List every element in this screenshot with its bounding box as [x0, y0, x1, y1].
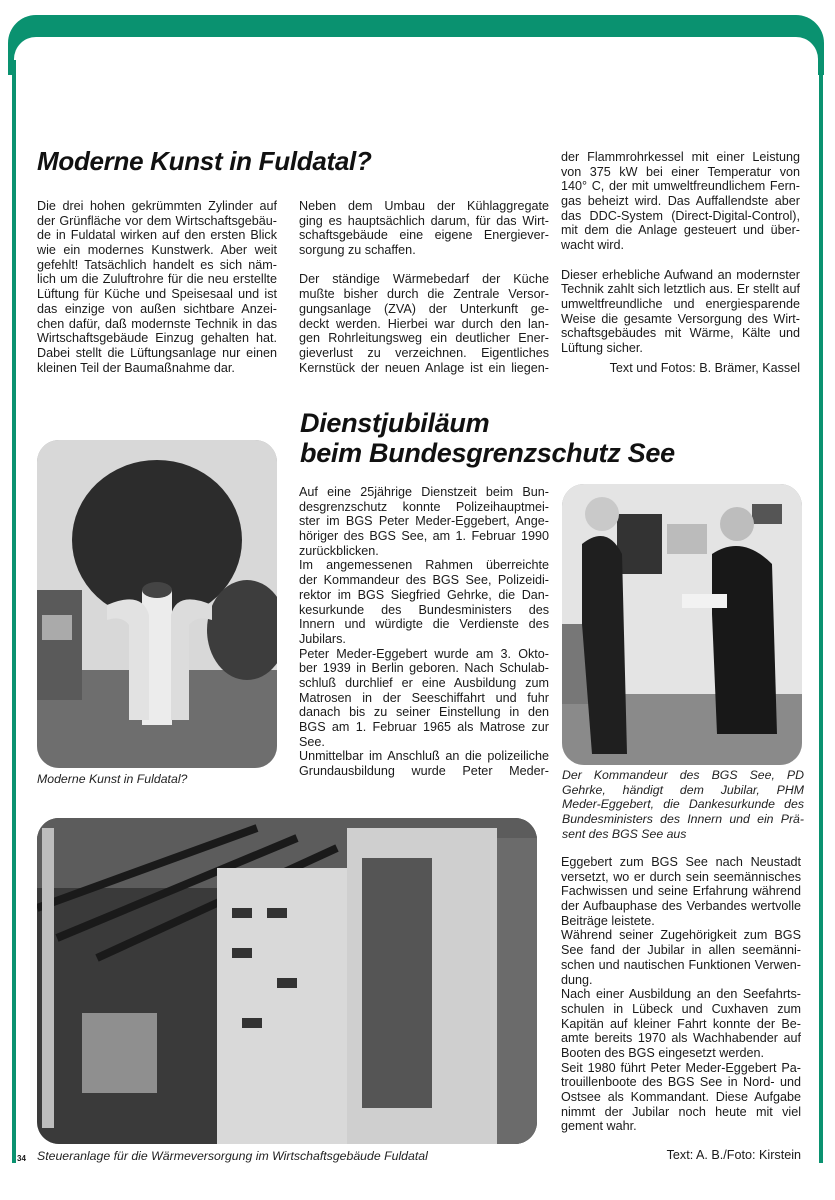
paragraph [299, 749, 549, 778]
caption-line: Meder-Eggebert, die Dankesurkunde des [562, 797, 804, 812]
article1-col1 [37, 199, 277, 375]
text-line: Jubilars. [299, 631, 346, 646]
paragraph [299, 485, 549, 558]
text-line: schulen in Lübeck und Cuxhaven zum [561, 1001, 801, 1016]
text-line: schaftsgebäude eine eigene Energiever- [299, 228, 549, 243]
text-line: Dieser erhebliche Aufwand an modernster [561, 267, 800, 282]
text-line: Technik zahlt sich letztlich aus. Er stellt auf [561, 282, 800, 297]
text-line: dung. [561, 972, 593, 987]
photo-control-system [37, 818, 537, 1144]
text-line: 140° C, der mit umweltfreundlichem Fern- [561, 179, 800, 194]
text-line: zurückblicken. [299, 543, 379, 558]
text-line: ber 1939 in Berlin geboren. Nach Schulab- [299, 661, 549, 676]
text-line: kesurkunde des Bundesministers des [299, 602, 549, 617]
text-line: Booten des BGS eingesetzt werden. [561, 1045, 765, 1060]
text-line: Während seiner Zugehörigkeit zum BGS [561, 928, 801, 943]
text-line: Im angemessenen Rahmen überreichte [299, 558, 549, 573]
text-line: desgrenzschutz konnte Polizeihauptmei- [299, 499, 549, 514]
article2-headline [300, 408, 675, 468]
text-line: schaftsgebäudes mit Wärme, Kälte und [561, 326, 800, 341]
text-line: chen dafür, daß modernste Technik in das [37, 316, 277, 331]
text-line: Kapitän auf kleiner Fahrt konnte der Be- [561, 1016, 801, 1031]
text-line: der Aufbauphase des Verbandes wertvolle [561, 899, 801, 914]
text-line: der Flammrohrkessel mit einer Leistung [561, 150, 800, 164]
text-line: gas beheizt wird. Das Auffallendste aber [561, 194, 800, 209]
text-line: der Kommandeur des BGS See, Polizeidi- [299, 573, 549, 588]
text-line: amte bereits 1970 als Wachhabender auf [561, 1031, 801, 1046]
paragraph-gap [299, 258, 549, 273]
caption-line: Gehrke, händigt dem Jubilar, PHM [562, 782, 804, 797]
text-line: gement wahr. [561, 1119, 637, 1134]
text-line: Fachwissen und seine Erfahrung während [561, 884, 801, 899]
text-line: von 375 kW bei einer Temperatur von [561, 164, 800, 179]
text-line: gefehlt! Tatsächlich handelt es sich näm- [37, 257, 277, 272]
text-line: trouillenboote des BGS See in Nord- und [561, 1075, 801, 1090]
text-line: gieverlust zu verzeichnen. Eigentliches [299, 345, 549, 360]
text-line: Beiträge leistete. [561, 913, 655, 928]
photo2-caption [562, 768, 804, 841]
article2-credit: Text: A. B./Foto: Kirstein [666, 1148, 801, 1162]
text-line: See fand der Jubilar in allen seemänni- [561, 943, 801, 958]
text-line: der Grünfläche vor dem Wirtschaftsgebäu- [37, 213, 277, 228]
article1-col3 [561, 150, 800, 356]
paragraph [299, 558, 549, 646]
paragraph [561, 150, 800, 253]
article1-credit: Text und Fotos: B. Brämer, Kassel [609, 361, 800, 375]
text-line: rektor im BGS Siegfried Gehrke, die Dan- [299, 587, 549, 602]
text-line: Unmittelbar im Anschluß an die polizeiliche [299, 749, 549, 764]
text-line: ging es hauptsächlich darum, für das Wirt- [299, 213, 549, 228]
text-line: mit dem die Anlage gesteuert und über- [561, 223, 800, 238]
text-line: gen Rohrleitungsweg ein deutlicher Ener- [299, 331, 549, 346]
paragraph-gap [561, 253, 800, 268]
photo-ventilation-cylinders [37, 440, 277, 768]
text-line: Neben dem Umbau der Kühlaggregate [299, 199, 549, 213]
paragraph [561, 268, 800, 356]
text-line: schluß durchlief er eine Ausbildung zum [299, 675, 549, 690]
photo-award-ceremony [562, 484, 802, 765]
paragraph [37, 199, 277, 375]
paragraph [299, 199, 549, 258]
text-line: gungsanlage (ZVA) der Unterkunft ge- [299, 301, 549, 316]
text-line: Wirtschaftsgebäude Einzug gehalten hat. [37, 331, 277, 346]
text-line: BGS am 1. Februar 1965 als Matrose zur [299, 720, 549, 735]
article2-headline-line2: beim Bundesgrenzschutz See [300, 438, 675, 468]
text-line: See. [299, 734, 325, 749]
caption-line: Bundesministers des Innern und ein Prä- [562, 812, 804, 827]
page-frame-right [819, 60, 823, 1163]
text-line: Matrosen in der Seeschiffahrt und fuhr [299, 690, 549, 705]
text-line: Die drei hohen gekrümmten Zylinder auf [37, 199, 277, 213]
text-line: nimmt der Jubilar noch heute mit viel [561, 1104, 801, 1119]
photo3-caption: Steueranlage für die Wärmeversorgung im Wirtschaftsgebäude Fuldatal [37, 1149, 428, 1163]
photo1-caption: Moderne Kunst in Fuldatal? [37, 772, 188, 786]
text-line: Grundausbildung wurde Peter Meder- [299, 764, 549, 779]
text-line: lich um die Zuluftrohre für die neu erstellte [37, 272, 277, 287]
paragraph [561, 987, 801, 1060]
text-line: Lüftung für Küche und Speisesaal und ist [37, 287, 277, 302]
text-line: kleinen Teil der Baumaßnahme dar. [37, 360, 235, 375]
article1-headline: Moderne Kunst in Fuldatal? [37, 146, 372, 176]
paragraph [561, 855, 801, 928]
paragraph [561, 928, 801, 987]
article2-col2 [299, 485, 549, 779]
text-line: sorgung zu schaffen. [299, 243, 416, 258]
text-line: Nach einer Ausbildung an den Seefahrts- [561, 987, 801, 1002]
article2-headline-line1: Dienstjubiläum [300, 408, 490, 438]
paragraph [299, 272, 549, 375]
text-line: ster im BGS Peter Meder-Eggebert, Ange- [299, 514, 549, 529]
text-line: Auf eine 25jährige Dienstzeit beim Bun- [299, 485, 549, 499]
text-line: Ostsee als Kommandant. Diese Aufgabe [561, 1090, 801, 1105]
text-line: Kernstück der neuen Anlage ist ein liegen- [299, 360, 549, 375]
text-line: das DDC-System (Direct-Digital-Control), [561, 208, 800, 223]
text-line: Eggebert zum BGS See nach Neustadt [561, 855, 801, 869]
caption-line: sent des BGS See aus [562, 826, 687, 841]
text-line: Dabei stellt die Lüftungsanlage nur einen [37, 345, 277, 360]
paragraph [299, 647, 549, 750]
text-line: schen und nautischen Funktionen Verwen- [561, 957, 801, 972]
caption-line: Der Kommandeur des BGS See, PD [562, 768, 804, 782]
text-line: Innern und würdigte die Verdienste des [299, 617, 549, 632]
text-line: Peter Meder-Eggebert wurde am 3. Okto- [299, 646, 549, 661]
text-line: Weise die gesamte Versorgung des Wirt- [561, 311, 800, 326]
text-line: de in Fuldatal wirken auf den ersten Blick [37, 228, 277, 243]
article2-col3 [561, 855, 801, 1134]
text-line: höriger des BGS See, am 1. Februar 1990 [299, 529, 549, 544]
text-line: danach bis zu seiner Einstellung in den [299, 705, 549, 720]
text-line: wie ein modernes Kunstwerk. Aber weit [37, 243, 277, 258]
text-line: Seit 1980 führt Peter Meder-Eggebert Pa- [561, 1060, 801, 1075]
article1-col2 [299, 199, 549, 375]
page-frame-left [12, 60, 16, 1163]
text-line: das einzige von außen sichtbare Anzei- [37, 301, 277, 316]
text-line: wacht wird. [561, 238, 624, 253]
text-line: deckt werden. Hierbei war durch den lan- [299, 316, 549, 331]
text-line: Der ständige Wärmebedarf der Küche [299, 272, 549, 287]
text-line: mußte bisher durch die Zentrale Versor- [299, 287, 549, 302]
text-line: versetzt, wo er durch sein seemännisches [561, 869, 801, 884]
page-number: 34 [17, 1154, 26, 1163]
text-line: Lüftung sicher. [561, 340, 643, 355]
paragraph [561, 1061, 801, 1134]
text-line: umweltfreundliche und energiesparende [561, 296, 800, 311]
